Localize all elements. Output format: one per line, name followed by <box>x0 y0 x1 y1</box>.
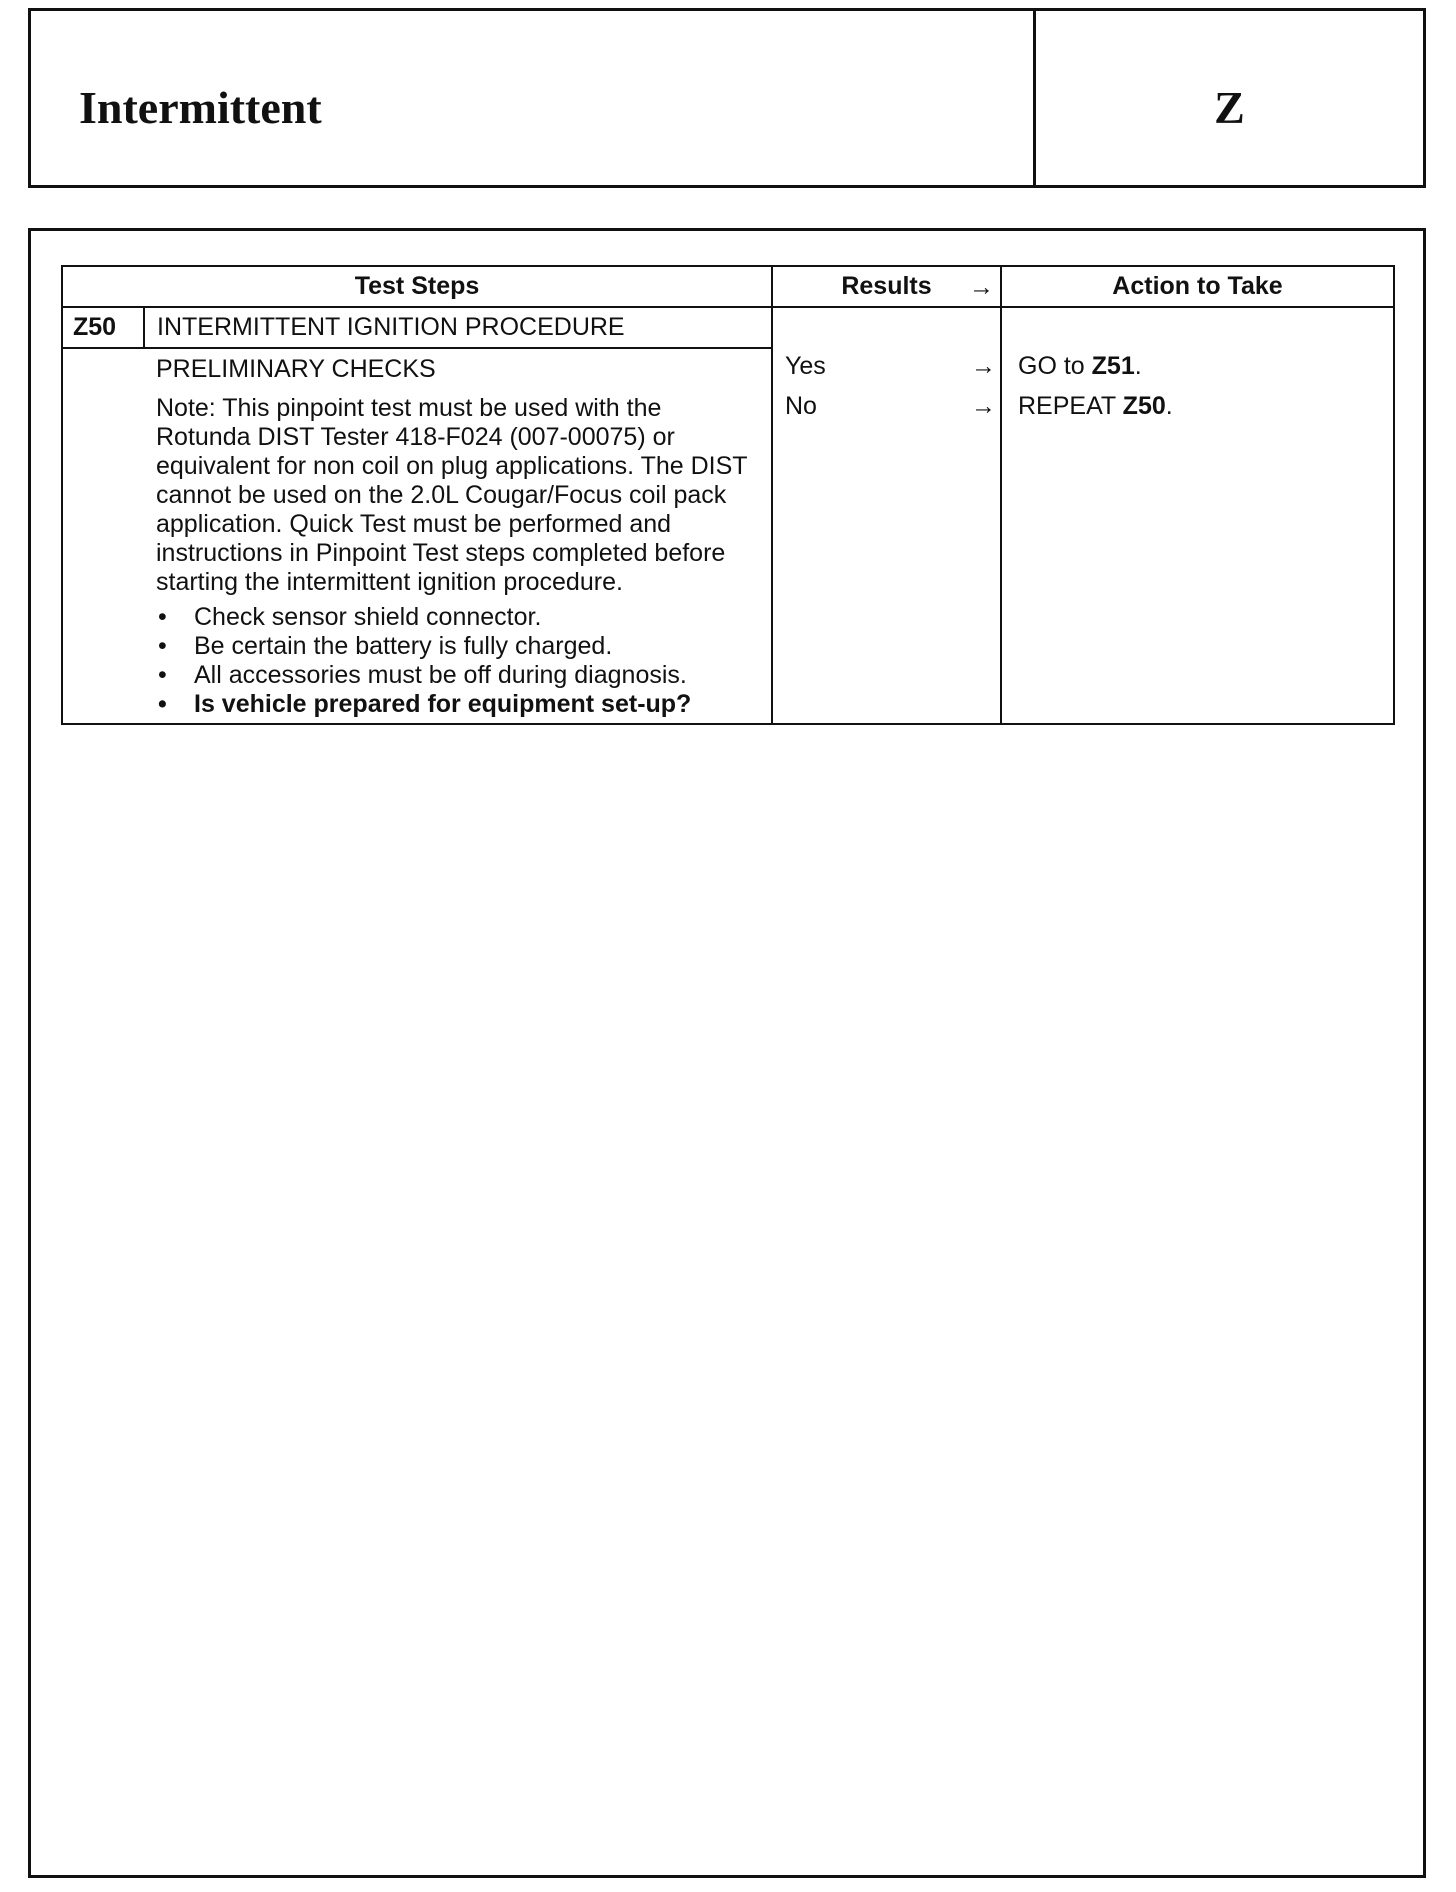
list-item-text: Be certain the battery is fully charged. <box>194 632 613 660</box>
section-letter: Z <box>1214 82 1245 133</box>
action-yes <box>1002 348 1393 388</box>
table-row <box>62 307 1394 348</box>
bullet-icon: • <box>158 632 167 660</box>
action-cell <box>1001 307 1394 724</box>
results-spacer <box>773 308 1000 348</box>
action-suffix: . <box>1134 352 1142 380</box>
checklist <box>156 603 759 719</box>
list-item-text: Check sensor shield connector. <box>194 603 542 631</box>
list-item-text: All accessories must be off during diagnosis. <box>194 661 687 689</box>
step-subheading: PRELIMINARY CHECKS <box>156 355 436 383</box>
action-prefix: GO to <box>1018 352 1092 380</box>
page-title: Intermittent <box>79 82 322 133</box>
result-no <box>773 388 1000 428</box>
results-cell <box>772 307 1001 724</box>
header-test-steps: Test Steps <box>62 266 772 307</box>
step-title: INTERMITTENT IGNITION PROCEDURE <box>144 307 772 348</box>
header-results-label: Results <box>841 272 932 300</box>
list-item <box>156 603 759 632</box>
bullet-icon: • <box>158 603 167 631</box>
step-content <box>144 348 772 724</box>
result-yes <box>773 348 1000 388</box>
arrow-icon: → <box>969 273 994 301</box>
bullet-icon: • <box>158 661 167 689</box>
action-suffix: . <box>1165 392 1173 420</box>
action-spacer <box>1002 308 1393 348</box>
result-label: Yes <box>785 352 826 380</box>
bullet-icon: • <box>158 690 167 718</box>
header-results <box>772 266 1001 307</box>
action-no <box>1002 388 1393 428</box>
step-id-blank <box>62 348 144 724</box>
action-prefix: REPEAT <box>1018 392 1123 420</box>
arrow-icon: → <box>971 392 996 420</box>
list-item <box>156 632 759 661</box>
page-header <box>28 8 1426 188</box>
step-question: Is vehicle prepared for equipment set-up? <box>194 690 692 718</box>
action-target-link[interactable]: Z51 <box>1091 352 1135 380</box>
list-item <box>156 661 759 690</box>
header-action: Action to Take <box>1001 266 1394 307</box>
content-frame <box>28 228 1426 1878</box>
list-item-question <box>156 690 759 719</box>
table-header-row <box>62 266 1394 307</box>
arrow-icon: → <box>971 352 996 380</box>
step-id: Z50 <box>62 307 144 348</box>
result-label: No <box>785 392 817 420</box>
action-target-link[interactable]: Z50 <box>1122 392 1166 420</box>
test-steps-table <box>61 265 1395 725</box>
step-note: Note: This pinpoint test must be used with the Rotunda DIST Tester 418-F024 (007-00075) or equivalent for non coil on plug applications. The DIST cannot be used on the 2.0L Cougar/Focus coil pack application. Quick Test must be performed and instructions in Pinpoint Test steps completed before starting the intermittent ignition procedure. <box>156 394 748 596</box>
